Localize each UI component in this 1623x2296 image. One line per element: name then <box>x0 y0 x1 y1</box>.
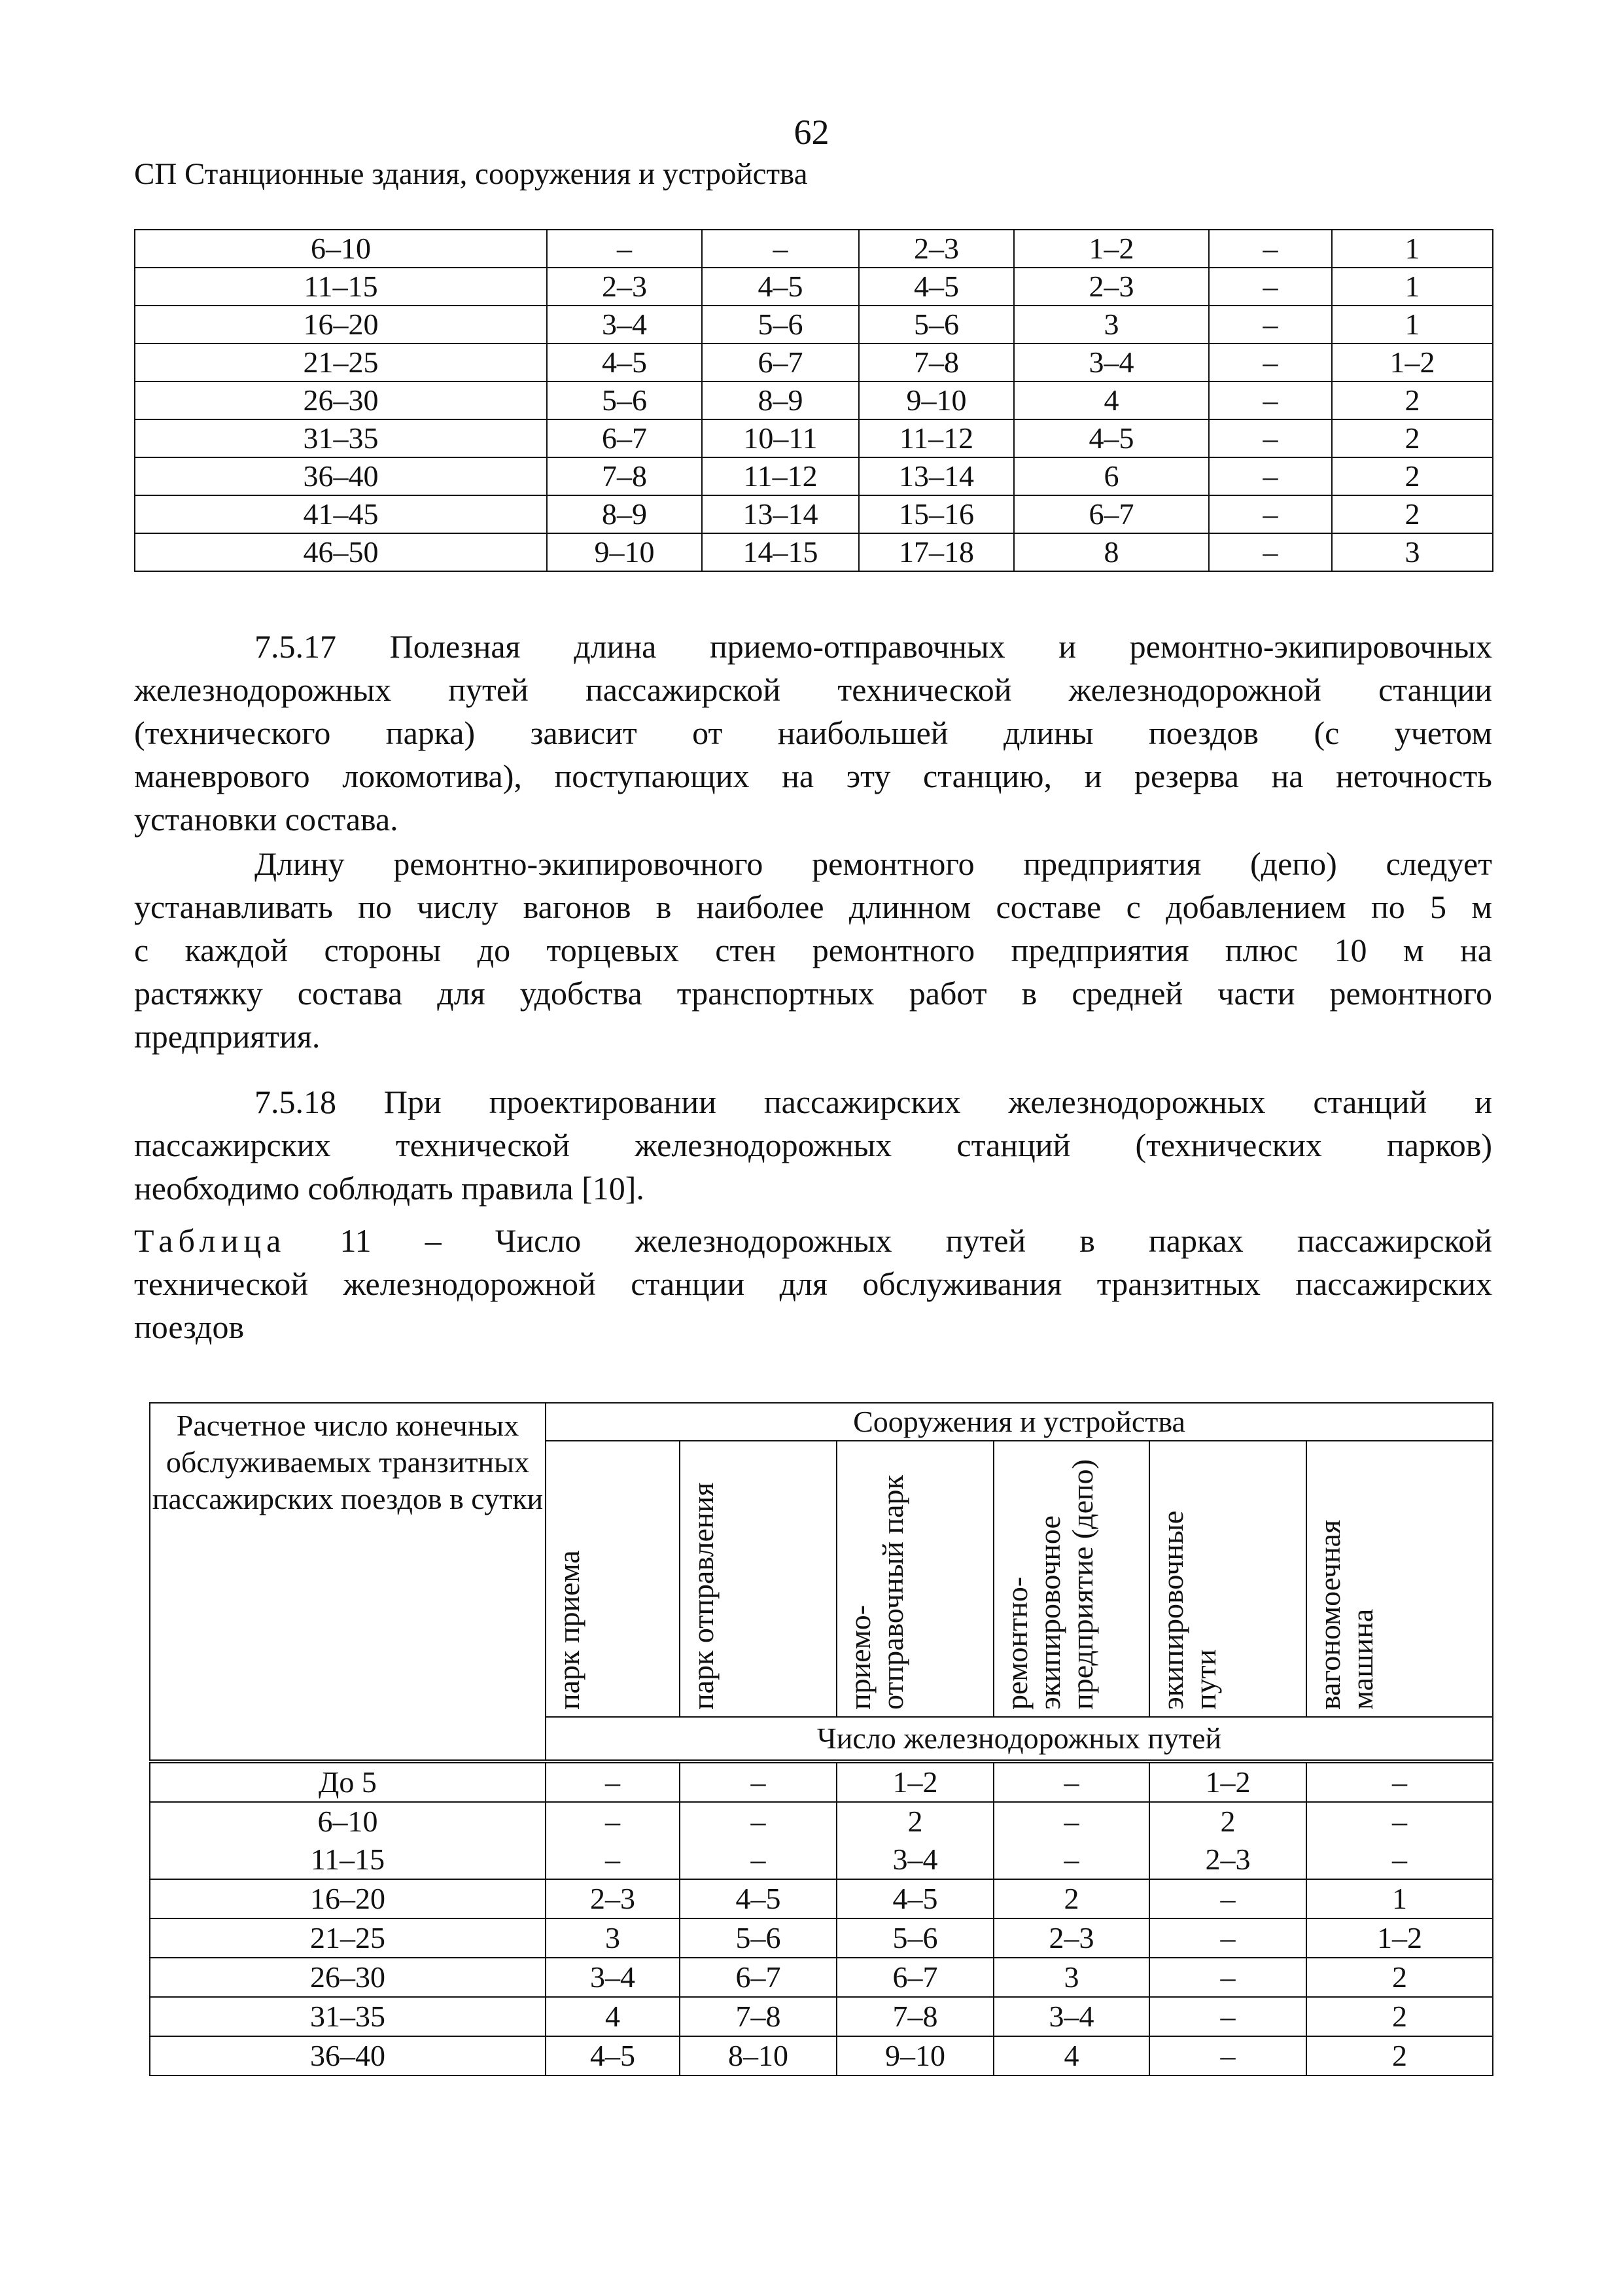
row-label-cell: 6–10 <box>135 230 547 268</box>
table-cell: 10–11 <box>702 419 859 457</box>
table-cell: 2 <box>1332 495 1493 533</box>
group-header: Сооружения и устройства <box>546 1403 1493 1441</box>
text-line: предприятия. <box>134 1018 321 1055</box>
table-cell: 5–6 <box>702 306 859 344</box>
row-label-cell: 11–15 <box>135 268 547 306</box>
table-cell: – <box>1306 1761 1493 1802</box>
table-cell: 4–5 <box>547 344 702 381</box>
text-line: с каждой стороны до торцевых стен ремонтного предприятия плюс 10 м на <box>134 932 1492 968</box>
caption-line: технической железнодорожной станции для обслуживания транзитных пассажирских <box>134 1265 1492 1302</box>
table-cell: – <box>546 1802 680 1841</box>
row-label-cell: 46–50 <box>135 533 547 571</box>
table-row <box>150 1761 1493 1802</box>
table-cell: – <box>702 230 859 268</box>
table-cell: – <box>1209 381 1332 419</box>
table-cell: 7–8 <box>547 457 702 495</box>
table-cell: – <box>1209 306 1332 344</box>
text-line: (технического парка) зависит от наибольшей длины поездов (с учетом <box>134 715 1492 751</box>
table-cell: 8–10 <box>680 2036 837 2075</box>
table-cell: 1 <box>1332 268 1493 306</box>
unit-header: Число железнодорожных путей <box>546 1717 1493 1761</box>
row-label-cell: 16–20 <box>135 306 547 344</box>
table-cell: 2 <box>1332 419 1493 457</box>
text-line: установки состава. <box>134 801 398 838</box>
row-label-cell: 11–15 <box>150 1841 546 1879</box>
row-label-cell: 26–30 <box>135 381 547 419</box>
row-label-cell: 31–35 <box>150 1997 546 2036</box>
table-cell: 9–10 <box>859 381 1014 419</box>
table-cell: – <box>994 1802 1149 1841</box>
table-cell: 2–3 <box>1014 268 1209 306</box>
table-cell: 1–2 <box>1014 230 1209 268</box>
table-cell: 2 <box>1306 1958 1493 1997</box>
table-cell: 6–7 <box>1014 495 1209 533</box>
table-11 <box>149 1402 1493 2076</box>
table-11-header <box>150 1403 1493 1761</box>
table-cell: 3–4 <box>546 1958 680 1997</box>
table-cell: 1–2 <box>1306 1918 1493 1958</box>
table-cell: 2–3 <box>859 230 1014 268</box>
row-label-cell: 41–45 <box>135 495 547 533</box>
table-cell: 4–5 <box>546 2036 680 2075</box>
table-row <box>150 1958 1493 1997</box>
table-cell: 3–4 <box>837 1841 994 1879</box>
row-header: Расчетное число конечных обслуживаемых транзитных пассажирских поездов в сутки <box>150 1403 546 1761</box>
table-cell: 8–9 <box>702 381 859 419</box>
table-11-body <box>150 1761 1493 2075</box>
table-cell: 2 <box>1306 2036 1493 2075</box>
table-cell: 2 <box>1306 1997 1493 2036</box>
table-cell: 2–3 <box>994 1918 1149 1958</box>
column-header <box>837 1441 994 1717</box>
table-cell: 7–8 <box>680 1997 837 2036</box>
text-line: 7.5.18 При проектировании пассажирских железнодорожных станций и <box>254 1084 1492 1120</box>
table-cell: 1 <box>1306 1879 1493 1918</box>
table-cell: 2 <box>994 1879 1149 1918</box>
table-row <box>150 1918 1493 1958</box>
table-cell: 1–2 <box>837 1761 994 1802</box>
table-row <box>150 1802 1493 1841</box>
table-cell: 1 <box>1332 230 1493 268</box>
table-cell: 6 <box>1014 457 1209 495</box>
text-line: устанавливать по числу вагонов в наиболее длинном составе с добавлением по 5 м <box>134 889 1492 925</box>
column-header <box>1149 1441 1306 1717</box>
column-header <box>680 1441 837 1717</box>
table-cell: 3 <box>546 1918 680 1958</box>
table-cell: – <box>680 1761 837 1802</box>
table-cell: 3–4 <box>994 1997 1149 2036</box>
table-cell: 3–4 <box>1014 344 1209 381</box>
table-cell: 6–7 <box>702 344 859 381</box>
table-cell: 4–5 <box>680 1879 837 1918</box>
row-label-cell: 36–40 <box>135 457 547 495</box>
table-cell: – <box>547 230 702 268</box>
table-cell: – <box>994 1761 1149 1802</box>
table-cell: 11–12 <box>859 419 1014 457</box>
table-cell: 4–5 <box>837 1879 994 1918</box>
table-cell: – <box>1149 1997 1306 2036</box>
table-cell: 5–6 <box>680 1918 837 1958</box>
section-7-5-17-paragraph-1 <box>134 625 1492 841</box>
section-7-5-17-paragraph-2 <box>134 842 1492 1058</box>
table-cell: 3 <box>994 1958 1149 1997</box>
table-cell: 2 <box>1332 457 1493 495</box>
table-cell: 2–3 <box>547 268 702 306</box>
table-cell: 3 <box>1014 306 1209 344</box>
table-cell: – <box>1149 2036 1306 2075</box>
table-cell: – <box>1209 419 1332 457</box>
table-cell: 4–5 <box>1014 419 1209 457</box>
table-cell: 6–7 <box>680 1958 837 1997</box>
table-row <box>135 306 1493 344</box>
table-row <box>135 344 1493 381</box>
table-cell: 15–16 <box>859 495 1014 533</box>
table-cell: 2–3 <box>546 1879 680 1918</box>
table-cell: 14–15 <box>702 533 859 571</box>
table-cell: – <box>1209 495 1332 533</box>
table-row <box>135 457 1493 495</box>
table-row <box>135 381 1493 419</box>
table-cell: 8 <box>1014 533 1209 571</box>
table-cell: 1 <box>1332 306 1493 344</box>
text-line: железнодорожных путей пассажирской технической железнодорожной станции <box>134 671 1492 708</box>
row-label-cell: 21–25 <box>135 344 547 381</box>
table-cell: – <box>1149 1958 1306 1997</box>
table-cell: 6–7 <box>837 1958 994 1997</box>
column-header-text: парк отправления <box>686 1482 720 1710</box>
text-line: Длину ремонтно-экипировочного ремонтного предприятия (депо) следует <box>254 845 1492 882</box>
table-cell: – <box>1149 1918 1306 1958</box>
row-label-cell: 31–35 <box>135 419 547 457</box>
table-cell: 4 <box>1014 381 1209 419</box>
table-cell: – <box>1209 268 1332 306</box>
running-header: СП Станционные здания, сооружения и устройства <box>134 157 808 191</box>
table-cell: 2 <box>1149 1802 1306 1841</box>
table-cell: 17–18 <box>859 533 1014 571</box>
table-cell: 9–10 <box>547 533 702 571</box>
table-cell: 2–3 <box>1149 1841 1306 1879</box>
table-cell: 7–8 <box>837 1997 994 2036</box>
table-cell: – <box>994 1841 1149 1879</box>
table-row <box>150 1997 1493 2036</box>
row-label-cell: 6–10 <box>150 1802 546 1841</box>
table-cell: – <box>1209 230 1332 268</box>
row-label-cell: 36–40 <box>150 2036 546 2075</box>
table-cell: – <box>1209 344 1332 381</box>
table-cell: 1–2 <box>1149 1761 1306 1802</box>
table-row <box>150 1841 1493 1879</box>
column-header <box>994 1441 1149 1717</box>
row-label-cell: 26–30 <box>150 1958 546 1997</box>
row-label-cell: 16–20 <box>150 1879 546 1918</box>
text-line: растяжку состава для удобства транспортных работ в средней части ремонтного <box>134 975 1492 1012</box>
table-cell: – <box>680 1802 837 1841</box>
page-number: 62 <box>794 113 829 152</box>
table-cell: 5–6 <box>837 1918 994 1958</box>
column-header <box>1306 1441 1493 1717</box>
table-cell: 3 <box>1332 533 1493 571</box>
table-cell: 7–8 <box>859 344 1014 381</box>
table-row <box>135 533 1493 571</box>
table-cell: 1–2 <box>1332 344 1493 381</box>
table-cell: 13–14 <box>859 457 1014 495</box>
table-cell: – <box>546 1841 680 1879</box>
column-header-text: экипировочные пути <box>1156 1510 1222 1710</box>
table-row <box>150 2036 1493 2075</box>
column-header <box>546 1441 680 1717</box>
table-cell: 2 <box>1332 381 1493 419</box>
table-cell: – <box>680 1841 837 1879</box>
text-line: пассажирских технической железнодорожных станций (технических парков) <box>134 1127 1492 1163</box>
table-cell: – <box>1306 1841 1493 1879</box>
column-header-text: вагономоечная машина <box>1313 1519 1379 1710</box>
continued-table <box>134 229 1493 572</box>
table-cell: 2 <box>837 1802 994 1841</box>
caption-line <box>134 1219 1492 1262</box>
table-row <box>135 495 1493 533</box>
row-label-cell: До 5 <box>150 1761 546 1802</box>
text-line: необходимо соблюдать правила [10]. <box>134 1170 644 1207</box>
table-row <box>150 1879 1493 1918</box>
table-row <box>135 419 1493 457</box>
table-cell: 8–9 <box>547 495 702 533</box>
table-cell: – <box>1306 1802 1493 1841</box>
table-cell: 9–10 <box>837 2036 994 2075</box>
section-7-5-18-paragraph <box>134 1080 1492 1210</box>
table-cell: 4–5 <box>859 268 1014 306</box>
table-cell: 6–7 <box>547 419 702 457</box>
table-cell: – <box>1209 533 1332 571</box>
table-cell: 4 <box>994 2036 1149 2075</box>
caption-text: 11 – Число железнодорожных путей в парках пассажирской <box>340 1222 1492 1259</box>
table-cell: 3–4 <box>547 306 702 344</box>
column-header-text: ремонтно-экипировочное предприятие (депо) <box>1000 1459 1099 1710</box>
table-cell: – <box>1209 457 1332 495</box>
column-header-text: приемо-отправочный парк <box>843 1475 909 1710</box>
table-cell: 11–12 <box>702 457 859 495</box>
text-line: 7.5.17 Полезная длина приемо-отправочных и ремонтно-экипировочных <box>254 628 1492 665</box>
table-cell: 4–5 <box>702 268 859 306</box>
table-cell: – <box>546 1761 680 1802</box>
table-row <box>135 268 1493 306</box>
table-row <box>135 230 1493 268</box>
caption-line: поездов <box>134 1309 245 1345</box>
table-cell: 5–6 <box>859 306 1014 344</box>
caption-label: Таблица <box>134 1222 287 1259</box>
column-header-text: парк приема <box>552 1550 585 1710</box>
table-cell: 5–6 <box>547 381 702 419</box>
table-cell: – <box>1149 1879 1306 1918</box>
table-cell: 13–14 <box>702 495 859 533</box>
text-line: маневрового локомотива), поступающих на эту станцию, и резерва на неточность <box>134 758 1492 794</box>
table-11-caption <box>134 1219 1492 1349</box>
row-label-cell: 21–25 <box>150 1918 546 1958</box>
table-cell: 4 <box>546 1997 680 2036</box>
continued-table-body <box>135 230 1493 571</box>
